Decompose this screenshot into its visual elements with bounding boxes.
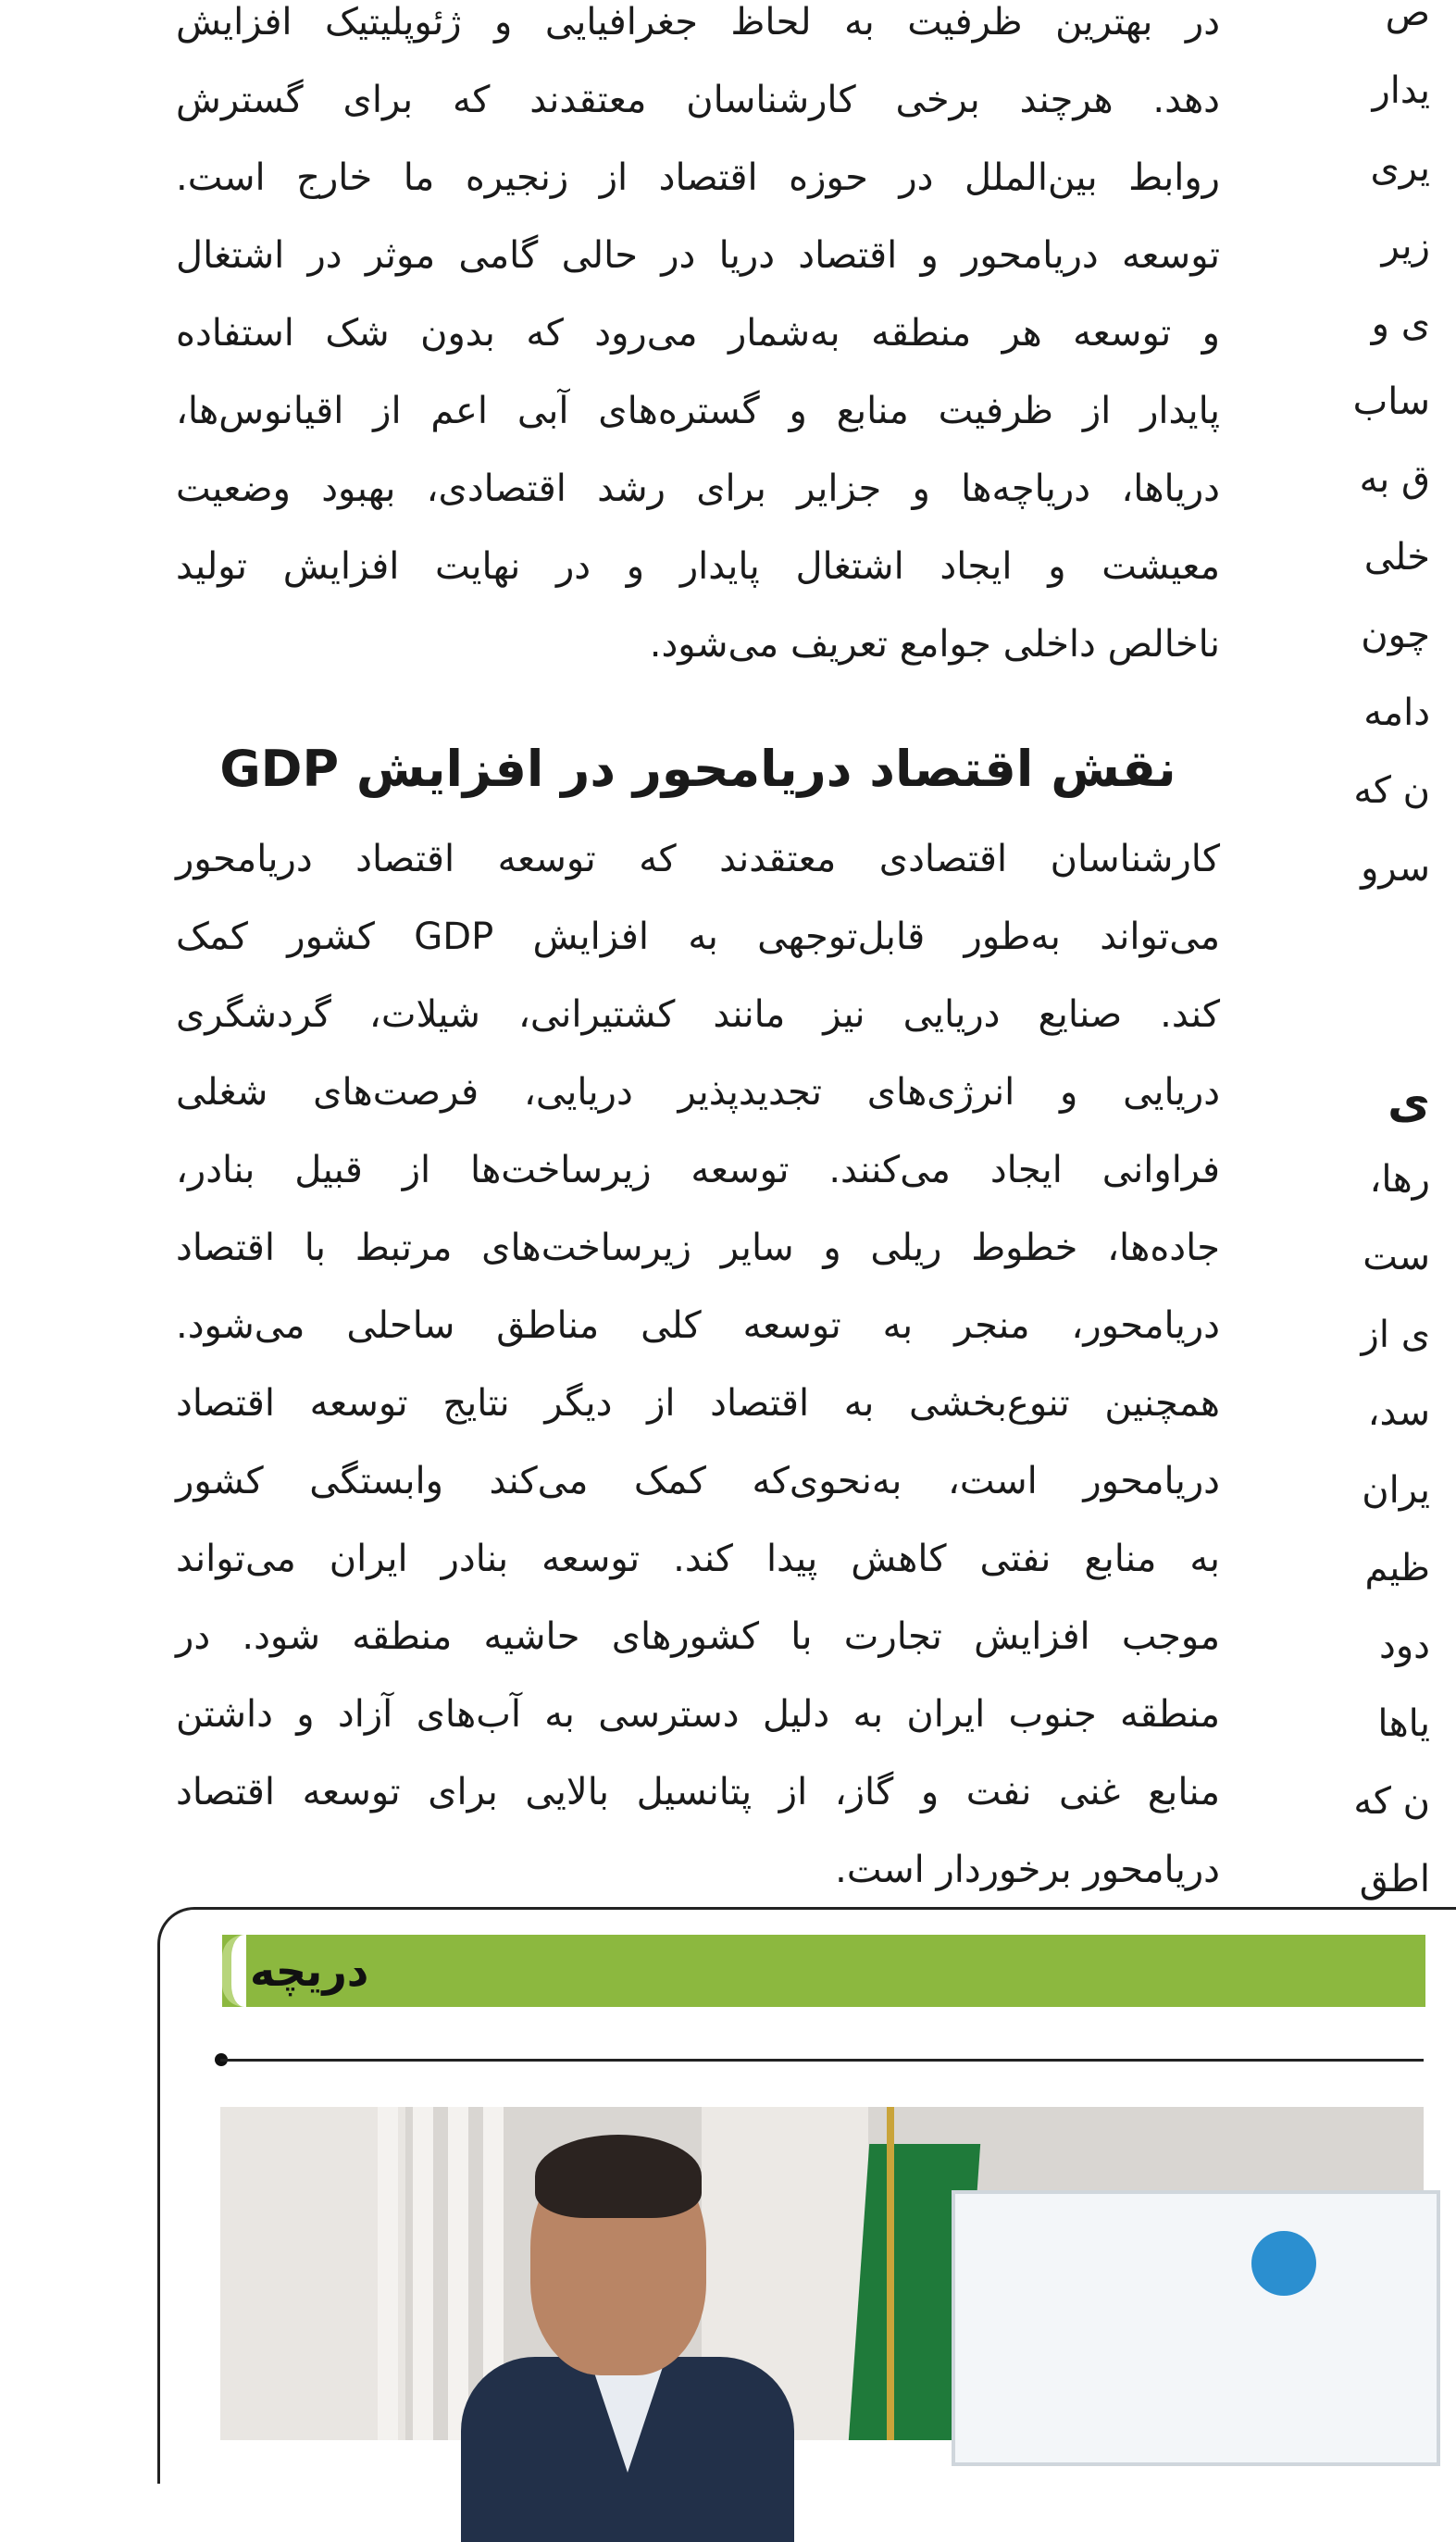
header-tab-notch [222,1935,246,2007]
text-line-fragment: ص [1385,0,1430,34]
paragraph-gdp [176,820,1220,1909]
text-line-fragment: زیر [1381,225,1430,268]
text-line: و توسعه هر منطقه به‌شمار می‌رود که بدون شک استفاده [176,312,1220,355]
text-line: کارشناسان اقتصادی معتقدند که توسعه اقتصاد دریامحور [176,838,1220,880]
text-line-fragment: اطق [1359,1858,1430,1900]
text-line: همچنین تنوع‌بخشی به اقتصاد از دیگر نتایج توسعه اقتصاد [176,1382,1220,1425]
paragraph-intro [176,0,1220,683]
text-line: به منابع نفتی کاهش پیدا کند. توسعه بنادر ایران می‌تواند [176,1538,1220,1580]
article-right-column-clipped [1300,0,1430,1918]
text-line: معیشت و ایجاد اشتغال پایدار و در نهایت افزایش تولید [176,545,1220,588]
text-line: ناخالص داخلی جوامع تعریف می‌شود. [649,623,1220,666]
screen-logo-icon [1251,2231,1316,2296]
text-line-fragment: ی از [1361,1314,1430,1356]
text-line: موجب افزایش تجارت با کشورهای حاشیه منطقه شود. در [176,1615,1220,1658]
text-line-fragment: چون [1361,614,1430,656]
text-line: روابط بین‌الملل در حوزه اقتصاد از زنجیره ما خارج است. [176,156,1220,199]
flag-pole [887,2107,894,2440]
text-line-fragment: ن که [1353,1780,1430,1823]
text-line: کند. صنایع دریایی نیز مانند کشتیرانی، شیلات، گردشگری [176,993,1220,1036]
text-line: در بهترین ظرفیت به لحاظ جغرافیایی و ژئوپلیتیک افزایش [176,1,1220,44]
text-line: جاده‌ها، خطوط ریلی و سایر زیرساخت‌های مرتبط با اقتصاد [176,1227,1220,1269]
text-line-fragment: ی و [1371,303,1430,345]
text-line: توسعه دریامحور و اقتصاد دریا در حالی گامی موثر در اشتغال [176,234,1220,277]
section-heading: نقش اقتصاد دریامحور در افزایش GDP [219,740,1176,798]
text-line-fragment: دامه [1363,692,1430,734]
text-line-fragment: سرو [1361,847,1430,890]
text-line-fragment: ساب [1352,380,1430,423]
text-line: فراوانی ایجاد می‌کنند. توسعه زیرساخت‌ها از قبیل بنادر، [176,1149,1220,1191]
text-line: می‌تواند به‌طور قابل‌توجهی به افزایش GDP کشور کمک [176,916,1221,958]
window-box-header [222,1935,1425,2007]
text-line-fragment: یاها [1377,1702,1430,1745]
text-line: دریاها، دریاچه‌ها و جزایر برای رشد اقتصادی، بهبود وضعیت [176,467,1220,510]
text-line: پایدار از ظرفیت منابع و گستره‌های آبی اعم از اقیانوس‌ها، [176,390,1220,432]
person-hair [535,2135,702,2218]
text-line: دریامحور، منجر به توسعه کلی مناطق ساحلی می‌شود. [176,1304,1220,1347]
article-main-column [176,0,1220,1909]
text-line: دهد. هرچند برخی کارشناسان معتقدند که برای گسترش [176,79,1220,121]
text-line-fragment: یران [1362,1469,1430,1512]
text-line-fragment: یری [1370,147,1430,190]
text-line-fragment: یدار [1372,69,1430,112]
text-line-fragment: خلی [1363,536,1430,579]
heading-fragment: ی [1388,1075,1430,1128]
text-line: دریامحور است، به‌نحوی‌که کمک می‌کند وابستگی کشور [176,1460,1220,1502]
text-line: دریایی و انرژی‌های تجدیدپذیر دریایی، فرصت‌های شغلی [176,1071,1220,1114]
article-photo [220,2107,1424,2440]
text-line-fragment: ن که [1353,769,1430,812]
text-line: دریامحور برخوردار است. [835,1849,1220,1891]
presentation-screen [952,2190,1440,2466]
text-line-fragment: رها، [1369,1158,1430,1201]
window-box-title: دریچه [250,1946,369,1996]
text-line-fragment: سد، [1367,1391,1430,1434]
text-line: منابع غنی نفت و گاز، از پتانسیل بالایی برای توسعه اقتصاد [176,1771,1220,1813]
text-line-fragment: ظیم [1364,1547,1430,1589]
text-line-fragment: ست [1363,1236,1430,1278]
divider-rule [220,2059,1424,2062]
text-line-fragment: ق به [1359,458,1430,501]
text-line-fragment: دود [1379,1625,1430,1667]
text-line: منطقه جنوب ایران به دلیل دسترسی به آب‌های آزاد و داشتن [176,1693,1220,1736]
